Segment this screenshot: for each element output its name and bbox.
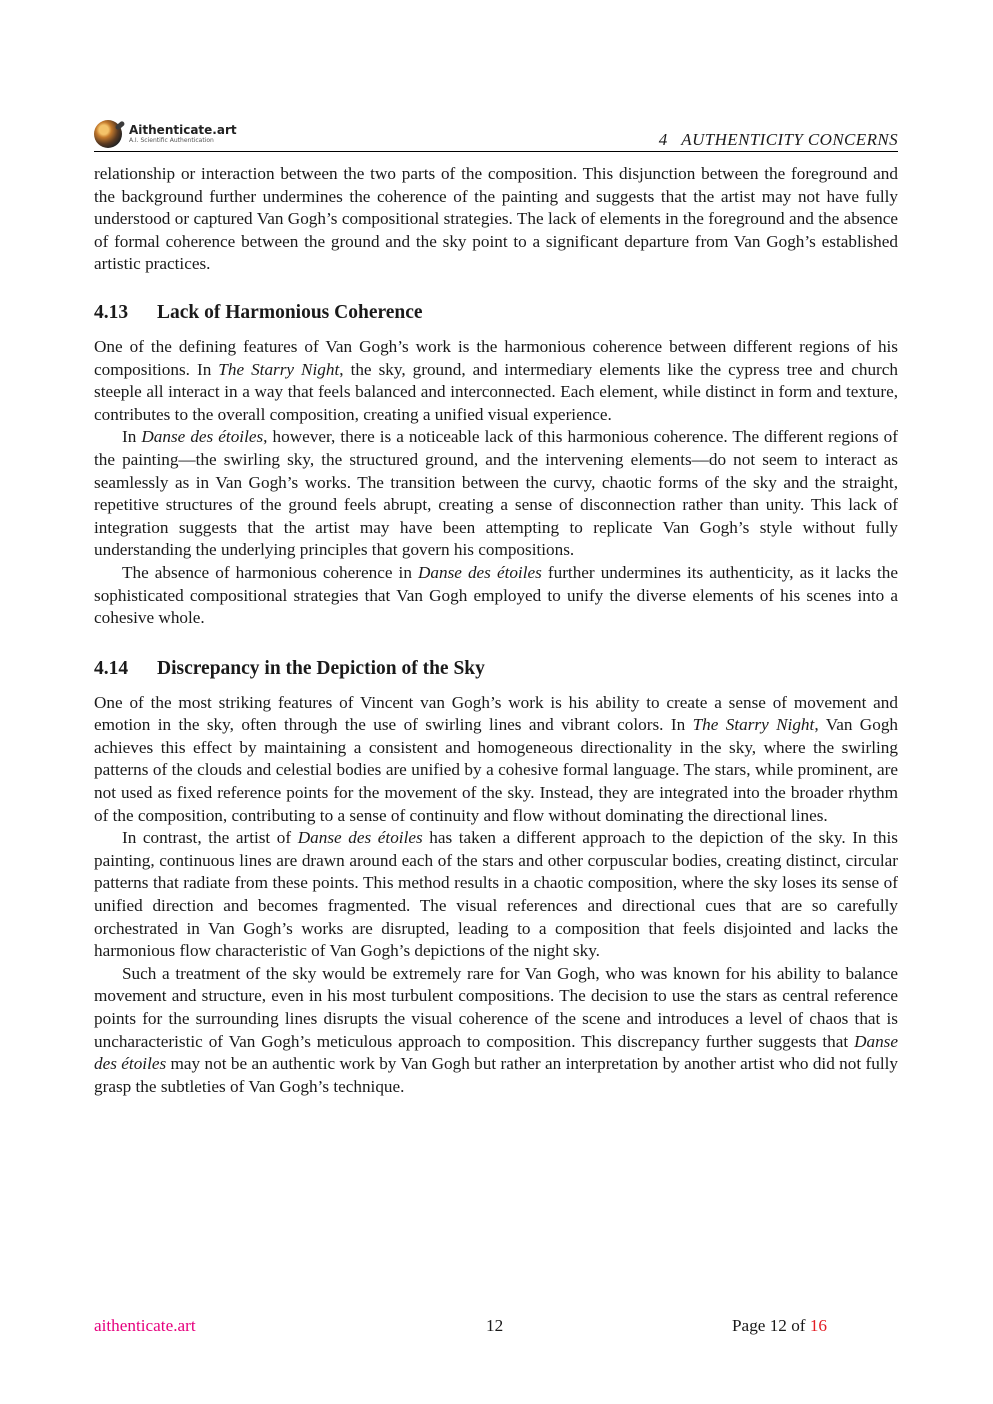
page-body <box>94 163 898 1098</box>
footer-total-pages-link[interactable]: 16 <box>809 1316 827 1335</box>
paragraph: One of the defining features of Van Gogh’s work is the harmonious coherence between different regions of his compositions. In The Starry Night, the sky, ground, and intermediary elements like the cypress tree and church steeple all interact in a way that feels balanced and interconnected. Each element, while distinct in form and texture, contributes to the overall composition, creating a unified visual experience. <box>94 336 898 424</box>
logo-subtitle: A.I. Scientific Authentication <box>129 137 214 144</box>
paragraph: Such a treatment of the sky would be extremely rare for Van Gogh, who was known for his ability to balance movement and structure, even in his most turbulent compositions. The decision to use the stars as central reference points for the surrounding lines disrupts the visual coherence of the scene and introduces a level of chaos that is uncharacteristic of Van Gogh’s meticulous approach to composition. This discrepancy further suggests that Danse des étoiles may not be an authentic work by Van Gogh but rather an interpretation by another artist who did not fully grasp the subtleties of Van Gogh’s technique. <box>94 963 898 1096</box>
paragraph: In contrast, the artist of Danse des étoiles has taken a different approach to the depiction of the sky. In this painting, continuous lines are drawn around each of the stars and other corpuscular bodies, creating distinct, circular patterns that radiate from these points. This method results in a chaotic composition, where the sky loses its sense of unified direction and becomes fragmented. The visual references and directional cues that are so carefully orchestrated in Van Gogh’s works are disrupted, leading to a composition that feels disjointed and lacks the harmonious flow characteristic of Van Gogh’s depictions of the night sky. <box>94 828 898 961</box>
artwork-title: The Starry Night <box>218 359 340 379</box>
brand-logo <box>94 120 237 148</box>
footer-page-number: 12 <box>486 1316 504 1335</box>
section-heading-4-13 <box>94 300 898 326</box>
paragraph: In Danse des étoiles, however, there is a noticeable lack of this harmonious coherence. The different regions of the painting—the swirling sky, the structured ground, and the intervening elements—do not seem to interact as seamlessly as in Van Gogh’s works. The transition between the curvy, chaotic forms of the sky and the straight, repetitive structures of the ground feels abrupt, creating a sense of disconnection rather than unity. This lack of integration suggests that the artist may have been attempting to replicate Van Gogh’s style without fully understanding the underlying principles that govern his compositions. <box>94 427 899 560</box>
paragraph: The absence of harmonious coherence in Danse des étoiles further undermines its authenticity, as it lacks the sophisticated compositional strategies that Van Gogh employed to unify the diverse elements of his scenes into a cohesive whole. <box>94 562 898 628</box>
artwork-title: Danse des étoiles <box>297 828 423 848</box>
header-rule <box>94 151 898 152</box>
section-heading-4-14 <box>94 656 898 682</box>
running-head: 4 AUTHENTICITY CONCERNS <box>658 130 898 149</box>
logo-icon <box>94 120 122 148</box>
section-title: Discrepancy in the Depiction of the Sky <box>157 657 485 679</box>
intro-paragraph: relationship or interaction between the two parts of the composition. This disjunction between the foreground and the background further undermines the coherence of the painting and suggests that the artist may not have fully understood or captured Van Gogh’s compositional strategies. The lack of elements in the foreground and the absence of formal coherence between the ground and the sky point to a significant departure from Van Gogh’s established artistic practices. <box>94 164 898 274</box>
section-number: 4.13 <box>94 301 129 323</box>
footer-website-link[interactable]: aithenticate.art <box>94 1316 196 1335</box>
artwork-title: Danse des étoiles <box>94 1031 898 1074</box>
page-header <box>94 118 898 152</box>
footer-page-count: Page 12 of 16 <box>732 1316 827 1335</box>
page-footer <box>94 1316 898 1338</box>
artwork-title: Danse des étoiles <box>417 562 542 582</box>
artwork-title: Danse des étoiles <box>141 427 264 447</box>
artwork-title: The Starry Night <box>692 715 815 735</box>
section-number: 4.14 <box>94 657 129 679</box>
logo-title: Aithenticate.art <box>129 123 237 137</box>
section-title: Lack of Harmonious Coherence <box>157 301 423 323</box>
paragraph: One of the most striking features of Vincent van Gogh’s work is his ability to create a sense of movement and emotion in the sky, often through the use of swirling lines and vibrant colors. In The Starry Night, Van Gogh achieves this effect by maintaining a consistent and homogeneous directionality in the sky, where the swirling patterns of the clouds and celestial bodies are unified by a cohesive formal language. The stars, while prominent, are not used as fixed reference points for the movement of the sky. Instead, they are integrated into the broader rhythm of the composition, contributing to a sense of continuity and flow without dominating the directional lines. <box>94 692 899 825</box>
